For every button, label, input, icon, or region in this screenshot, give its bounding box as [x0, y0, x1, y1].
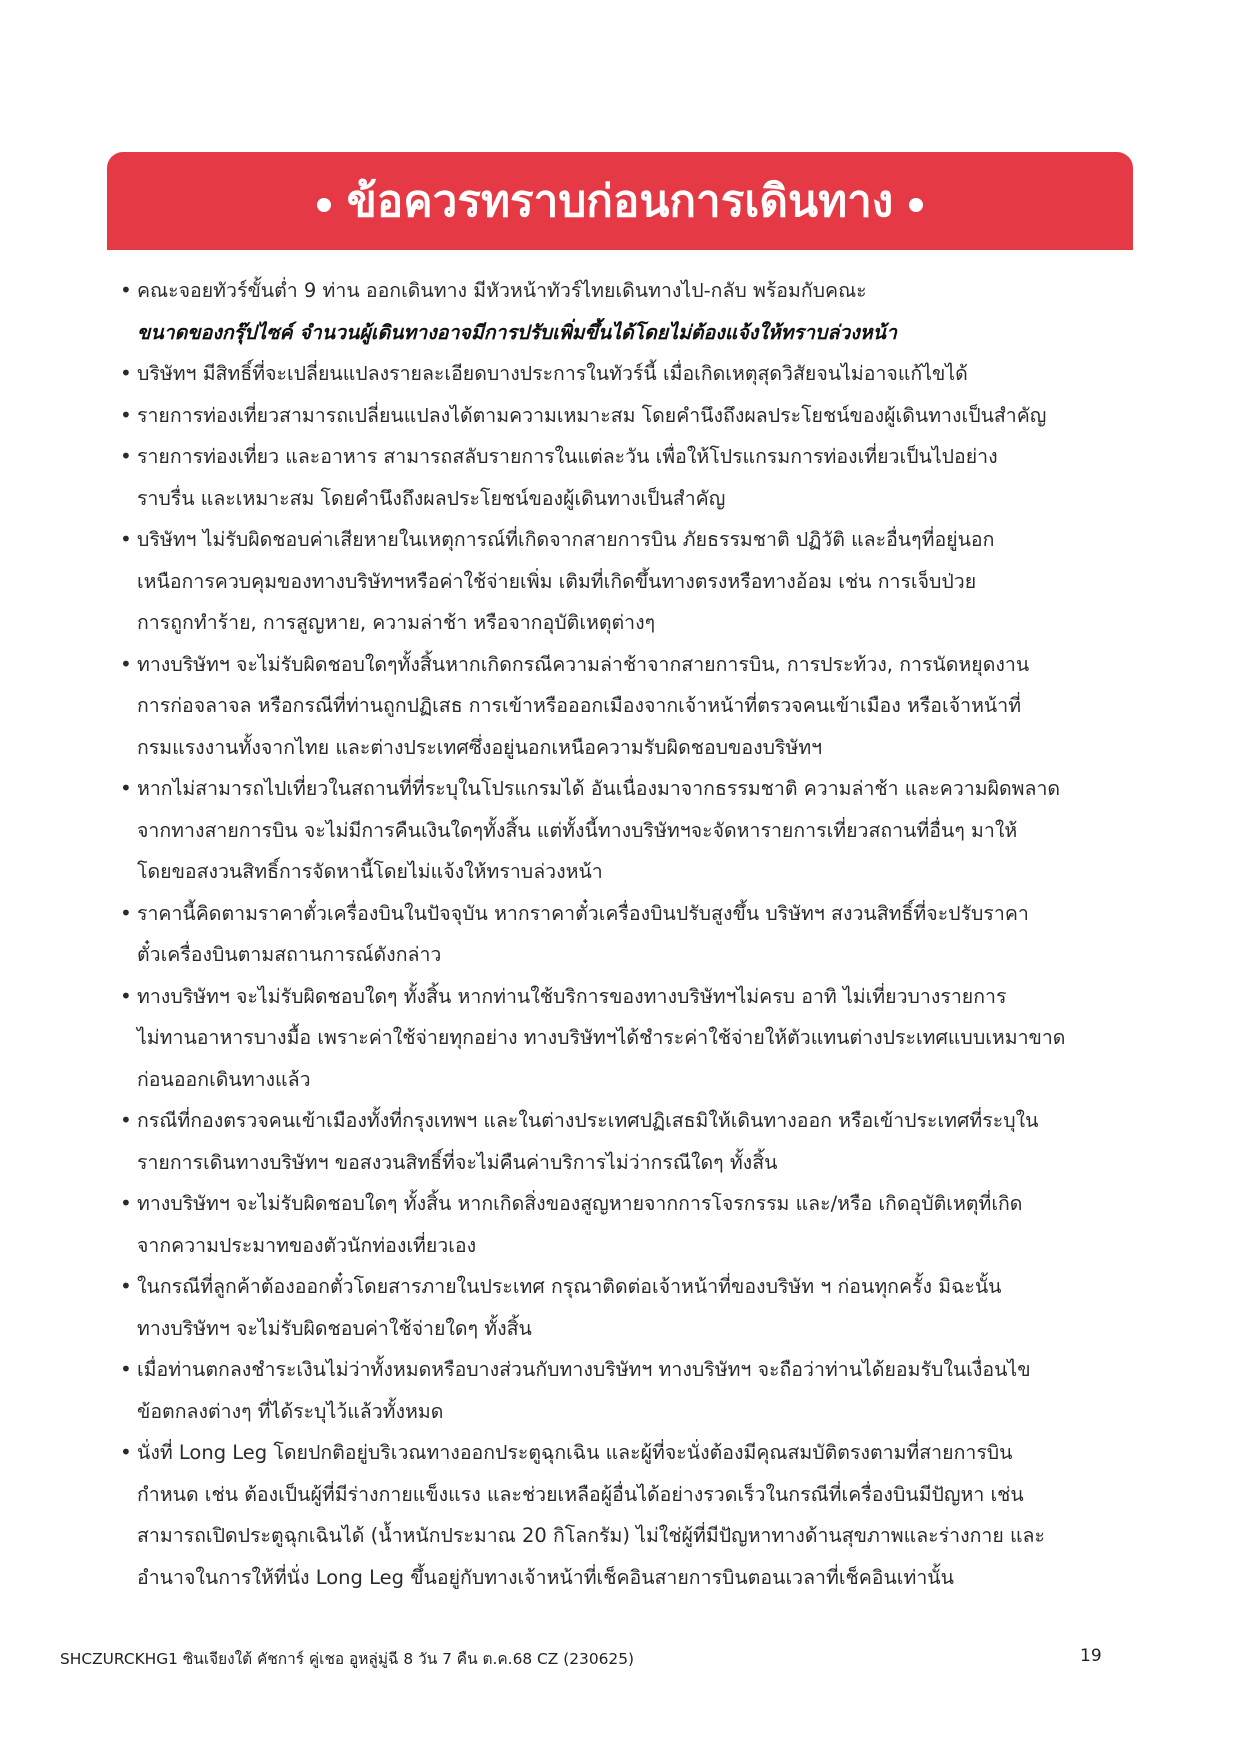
- item-line: ทางบริษัทฯ จะไม่รับผิดชอบใดๆทั้งสิ้นหากเกิดกรณีความล่าช้าจากสายการบิน, การประท้วง, การนัดหยุดงาน: [137, 652, 1030, 676]
- bullet-dot-icon: [909, 198, 923, 212]
- footer-text: SHCZURCKHG1 ซินเจียงใต้ คัชการ์ คู่เชอ อูหลู่มู่ฉี 8 วัน 7 คืน ต.ค.68 CZ (230625): [60, 1650, 634, 1668]
- list-item: [120, 436, 1130, 519]
- item-line: เมื่อท่านตกลงชำระเงินไม่ว่าทั้งหมดหรือบางส่วนกับทางบริษัทฯ ทางบริษัทฯ จะถือว่าท่านได้ยอมรับในเงื่อนไข: [137, 1358, 1031, 1381]
- bullet-icon: •: [120, 651, 132, 676]
- item-line: ทางบริษัทฯ จะไม่รับผิดชอบใดๆ ทั้งสิ้น หากท่านใช้บริการของทางบริษัทฯไม่ครบ อาทิ ไม่เที่ยวบางรายการ: [137, 984, 1007, 1008]
- item-line: จากความประมาทของตัวนักท่องเที่ยวเอง: [137, 1233, 477, 1257]
- title-banner: [107, 152, 1133, 250]
- terms-list: [120, 270, 1130, 1598]
- bullet-icon: •: [120, 900, 132, 925]
- item-line: ทางบริษัทฯ จะไม่รับผิดชอบค่าใช้จ่ายใดๆ ทั้งสิ้น: [137, 1316, 532, 1340]
- bullet-icon: •: [120, 444, 132, 468]
- list-item: [120, 1432, 1130, 1598]
- list-item: [120, 519, 1130, 644]
- bullet-icon: •: [120, 527, 132, 551]
- bullet-icon: •: [120, 776, 132, 800]
- list-item: [120, 1183, 1130, 1266]
- bullet-icon: •: [120, 983, 132, 1008]
- item-line: กรมแรงงานทั้งจากไทย และต่างประเทศซึ่งอยู่นอกเหนือความรับผิดชอบของบริษัทฯ: [137, 735, 823, 759]
- list-item: [120, 270, 1130, 353]
- item-line: จากทางสายการบิน จะไม่มีการคืนเงินใดๆทั้งสิ้น แต่ทั้งนี้ทางบริษัทฯจะจัดหารายการเที่ยวสถานที่อื่นๆ มาให้: [137, 818, 1018, 842]
- item-line: ราคานี้คิดตามราคาตั๋วเครื่องบินในปัจจุบัน หากราคาตั๋วเครื่องบินปรับสูงขึ้น บริษัทฯ สงวนสิทธิ์ที่จะปรับราคา: [137, 901, 1029, 925]
- list-item: [120, 893, 1130, 976]
- bullet-icon: •: [120, 1440, 132, 1464]
- item-line: กำหนด เช่น ต้องเป็นผู้ที่มีร่างกายแข็งแรง และช่วยเหลือผู้อื่นได้อย่างรวดเร็วในกรณีที่เครื่องบินมีปัญหา เช่น: [137, 1482, 1024, 1506]
- item-line: หากไม่สามารถไปเที่ยวในสถานที่ที่ระบุในโปรแกรมได้ อันเนื่องมาจากธรรมชาติ ความล่าช้า และความผิดพลาด: [137, 777, 1061, 800]
- bullet-icon: •: [120, 402, 132, 427]
- bullet-icon: •: [120, 1274, 132, 1298]
- item-line: ตั๋วเครื่องบินตามสถานการณ์ดังกล่าว: [137, 943, 442, 966]
- item-line: รายการเดินทางบริษัทฯ ขอสงวนสิทธิ์ที่จะไม่คืนค่าบริการไม่ว่ากรณีใดๆ ทั้งสิ้น: [137, 1150, 778, 1174]
- item-line: ก่อนออกเดินทางแล้ว: [137, 1067, 311, 1091]
- item-line: ทางบริษัทฯ จะไม่รับผิดชอบใดๆ ทั้งสิ้น หากเกิดสิ่งของสูญหายจากการโจรกรรม และ/หรือ เกิดอุบัติเหตุที่เกิด: [137, 1192, 1023, 1215]
- item-emphasis-line: ขนาดของกรุ๊ปไซค์ จำนวนผู้เดินทางอาจมีการปรับเพิ่มขึ้นได้โดยไม่ต้องแจ้งให้ทราบล่วงหน้า: [137, 320, 897, 344]
- item-line: กรณีที่กองตรวจคนเข้าเมืองทั้งที่กรุงเทพฯ และในต่างประเทศปฏิเสธมิให้เดินทางออก หรือเข้าประเทศที่ระบุใน: [137, 1109, 1039, 1132]
- list-item: [120, 976, 1130, 1101]
- item-line: รายการท่องเที่ยว และอาหาร สามารถสลับรายการในแต่ละวัน เพื่อให้โปรแกรมการท่องเที่ยวเป็นไปอย่าง: [137, 445, 998, 468]
- item-line: บริษัทฯ มีสิทธิ์ที่จะเปลี่ยนแปลงรายละเอียดบางประการในทัวร์นี้ เมื่อเกิดเหตุสุดวิสัยจนไม่อาจแก้ไขได้: [137, 362, 968, 385]
- item-line: ข้อตกลงต่างๆ ที่ได้ระบุไว้แล้วทั้งหมด: [137, 1399, 444, 1423]
- item-line: รายการท่องเที่ยวสามารถเปลี่ยนแปลงได้ตามความเหมาะสม โดยคำนึงถึงผลประโยชน์ของผู้เดินทางเป็นสำคัญ: [137, 403, 1047, 427]
- list-item: [120, 768, 1130, 893]
- item-line: ราบรื่น และเหมาะสม โดยคำนึงถึงผลประโยชน์ของผู้เดินทางเป็นสำคัญ: [137, 486, 726, 510]
- item-line: เหนือการควบคุมของทางบริษัทฯหรือค่าใช้จ่ายเพิ่ม เติมที่เกิดขึ้นทางตรงหรือทางอ้อม เช่น การเจ็บป่วย: [137, 569, 977, 593]
- page-title: ข้อควรทราบก่อนการเดินทาง: [346, 176, 894, 227]
- bullet-dot-icon: [317, 198, 331, 212]
- item-line: ไม่ทานอาหารบางมื้อ เพราะค่าใช้จ่ายทุกอย่าง ทางบริษัทฯได้ชำระค่าใช้จ่ายให้ตัวแทนต่างประเทศแบบเหมาขาด: [137, 1026, 1066, 1049]
- item-line: นั่งที่ Long Leg โดยปกติอยู่บริเวณทางออกประตูฉุกเฉิน และผู้ที่จะนั่งต้องมีคุณสมบัติตรงตามที่สายการบิน: [137, 1441, 1013, 1464]
- item-line: การถูกทำร้าย, การสูญหาย, ความล่าช้า หรือจากอุบัติเหตุต่างๆ: [137, 611, 656, 634]
- list-item: [120, 1266, 1130, 1349]
- bullet-icon: •: [120, 1357, 132, 1381]
- item-line: อำนาจในการให้ที่นั่ง Long Leg ขึ้นอยู่กับทางเจ้าหน้าที่เช็คอินสายการบินตอนเวลาที่เช็คอินเท่านั้น: [137, 1565, 954, 1589]
- bullet-icon: •: [120, 278, 132, 302]
- list-item: [120, 395, 1130, 437]
- list-item: [120, 1349, 1130, 1432]
- item-line: โดยขอสงวนสิทธิ์การจัดหานี้โดยไม่แจ้งให้ทราบล่วงหน้า: [137, 860, 603, 883]
- list-item: [120, 1100, 1130, 1183]
- item-line: การก่อจลาจล หรือกรณีที่ท่านถูกปฏิเสธ การเข้าหรือออกเมืองจากเจ้าหน้าที่ตรวจคนเข้าเมือง หรือเจ้าหน้าที่: [137, 694, 1022, 717]
- bullet-icon: •: [120, 1191, 132, 1215]
- item-line: ในกรณีที่ลูกค้าต้องออกตั๋วโดยสารภายในประเทศ กรุณาติดต่อเจ้าหน้าที่ของบริษัท ฯ ก่อนทุกครั้ง มิฉะนั้น: [137, 1275, 1002, 1298]
- item-line: บริษัทฯ ไม่รับผิดชอบค่าเสียหายในเหตุการณ์ที่เกิดจากสายการบิน ภัยธรรมชาติ ปฏิวัติ และอื่นๆที่อยู่นอก: [137, 528, 995, 551]
- list-item: [120, 353, 1130, 395]
- list-item: [120, 644, 1130, 769]
- bullet-icon: •: [120, 1108, 132, 1132]
- item-line: คณะจอยทัวร์ขั้นต่ำ 9 ท่าน ออกเดินทาง มีหัวหน้าทัวร์ไทยเดินทางไป-กลับ พร้อมกับคณะ: [137, 279, 867, 302]
- item-line: สามารถเปิดประตูฉุกเฉินได้ (น้ำหนักประมาณ 20 กิโลกรัม) ไม่ใช่ผู้ที่มีปัญหาทางด้านสุขภาพและร่างกาย และ: [137, 1524, 1045, 1547]
- bullet-icon: •: [120, 361, 132, 385]
- page-number: 19: [1080, 1646, 1102, 1666]
